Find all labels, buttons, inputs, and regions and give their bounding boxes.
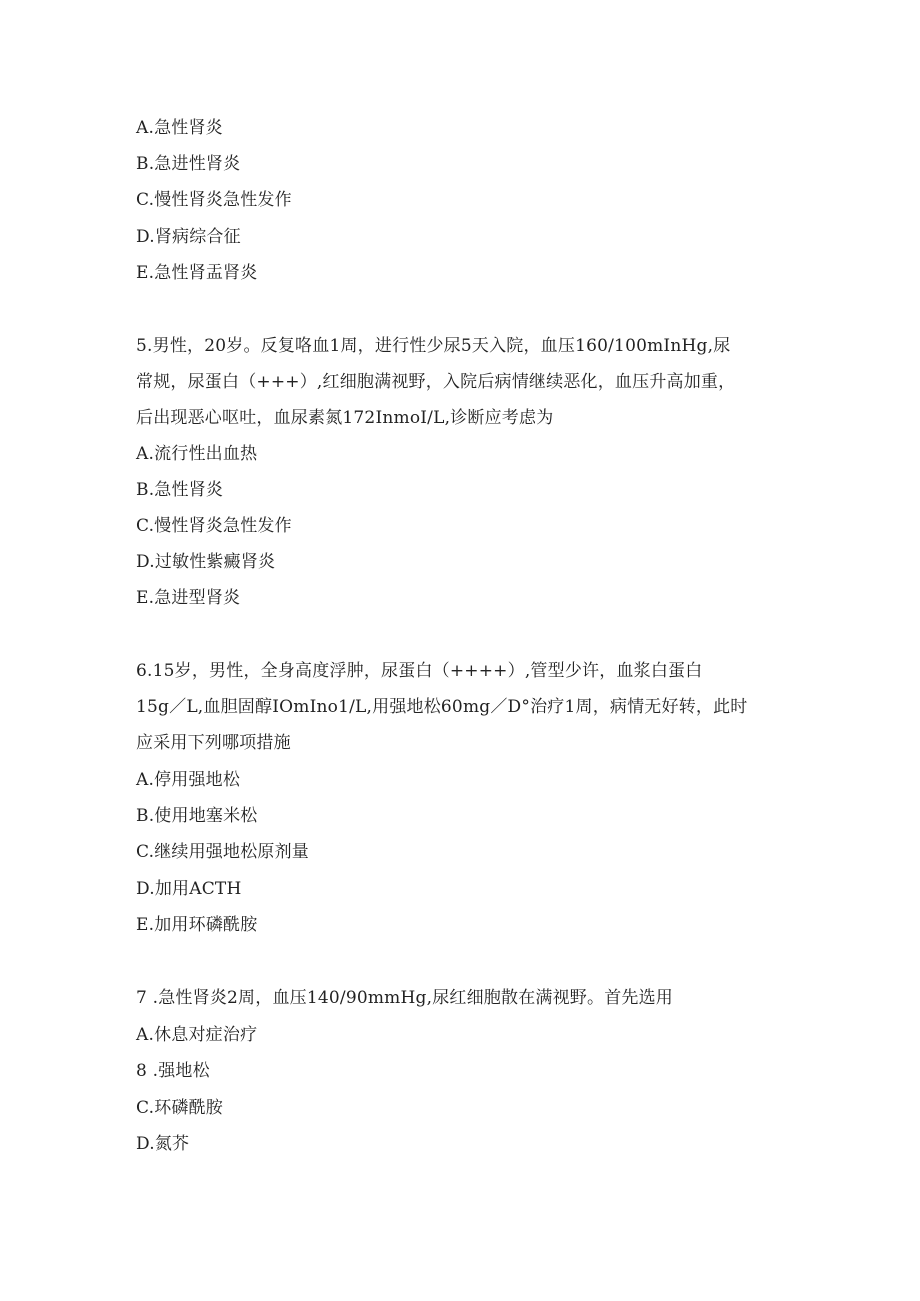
option-a-q5: A.流行性出血热	[136, 444, 258, 464]
question-6-line-2: 15g／L,血胆固醇IOmIno1/L,用强地松60mg／D°治疗1周，病情无好转，此时	[136, 697, 748, 717]
question-5-line-1: 5.男性，20岁。反复咯血1周，进行性少尿5天入院，血压160/100mInHg,尿	[136, 336, 731, 356]
option-d-q4: D.肾病综合征	[136, 227, 241, 247]
option-c-q5: C.慢性肾炎急性发作	[136, 516, 292, 536]
option-d-q5: D.过敏性紫癜肾炎	[136, 552, 276, 572]
question-6-line-1: 6.15岁，男性，全身高度浮肿，尿蛋白（++++）,管型少许，血浆白蛋白	[136, 661, 703, 681]
option-d-q7: D.氮芥	[136, 1134, 190, 1154]
option-d-q6: D.加用ACTH	[136, 879, 242, 899]
option-c-q7: C.环磷酰胺	[136, 1098, 224, 1118]
question-5-line-2: 常规，尿蛋白（+++）,红细胞满视野，入院后病情继续恶化，血压升高加重，	[136, 372, 736, 392]
option-e-q6: E.加用环磷酰胺	[136, 915, 258, 935]
option-b-q4: B.急进性肾炎	[136, 154, 241, 174]
option-a-q7: A.休息对症治疗	[136, 1025, 258, 1045]
option-e-q4: E.急性肾盂肾炎	[136, 263, 258, 283]
option-a-q6: A.停用强地松	[136, 770, 241, 790]
option-b-q7: 8 .强地松	[136, 1061, 210, 1081]
question-7-line-1: 7 .急性肾炎2周，血压140/90mmHg,尿红细胞散在满视野。首先选用	[136, 988, 673, 1008]
option-b-q5: B.急性肾炎	[136, 480, 224, 500]
option-c-q4: C.慢性肾炎急性发作	[136, 190, 292, 210]
option-b-q6: B.使用地塞米松	[136, 806, 258, 826]
option-c-q6: C.继续用强地松原剂量	[136, 842, 310, 862]
option-e-q5: E.急进型肾炎	[136, 588, 241, 608]
question-5-line-3: 后出现恶心呕吐，血尿素氮172InmoI/L,诊断应考虑为	[136, 408, 554, 428]
question-6-line-3: 应采用下列哪项措施	[136, 733, 291, 753]
option-a-q4: A.急性肾炎	[136, 118, 223, 138]
